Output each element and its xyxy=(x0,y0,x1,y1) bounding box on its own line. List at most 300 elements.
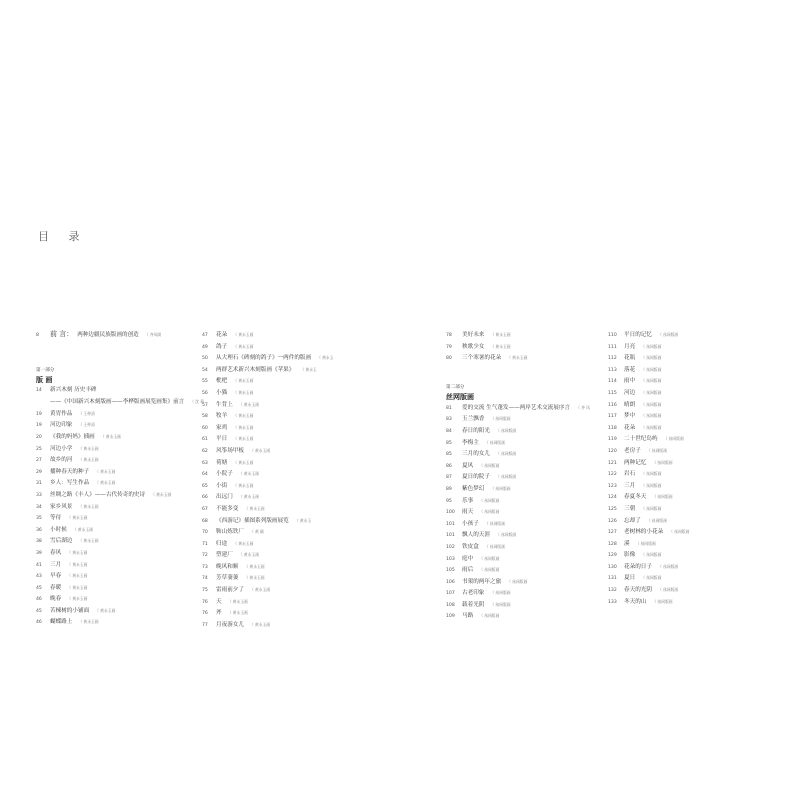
toc-entry[interactable] xyxy=(202,515,352,527)
page-number: 73 xyxy=(202,564,208,570)
page-number: 61 xyxy=(202,437,208,443)
toc-entry-preface[interactable] xyxy=(36,329,196,341)
toc-entry[interactable] xyxy=(36,582,196,594)
page-number: 33 xyxy=(36,492,42,498)
toc-entry[interactable] xyxy=(202,410,352,422)
entry-title: 载着光阴 xyxy=(462,601,485,608)
page-number: 118 xyxy=(608,425,617,431)
entry-title: 梦中 xyxy=(624,413,636,420)
toc-entry[interactable] xyxy=(36,605,196,617)
toc-entry[interactable] xyxy=(36,616,196,628)
toc-entry[interactable] xyxy=(202,445,352,457)
toc-entry[interactable] xyxy=(202,433,352,445)
toc-entry[interactable] xyxy=(202,561,352,573)
entry-title: 风筝场甲板 xyxy=(216,447,244,454)
page-number: 20 xyxy=(36,434,42,440)
entry-title: 牧羊 xyxy=(216,413,228,420)
entry-title: 三朝 xyxy=(624,505,636,512)
page-number: 49 xyxy=(202,344,208,350)
page-number: 34 xyxy=(36,504,42,510)
entry-author: （ 丝网版画 xyxy=(641,482,662,488)
page-number: 71 xyxy=(202,541,208,547)
toc-entry[interactable] xyxy=(202,619,352,631)
entry-author: （ 丝网版画 xyxy=(641,401,662,407)
entry-author: （ 黄永玉画 xyxy=(233,540,254,546)
entry-author: （ 丝网版画 xyxy=(641,424,662,430)
page-number: 121 xyxy=(608,460,617,466)
toc-entry[interactable] xyxy=(608,572,758,584)
entry-title: 斧 xyxy=(216,610,222,617)
entry-title: 夏日的院子 xyxy=(462,474,490,481)
toc-entry[interactable] xyxy=(608,596,758,608)
page-number: 75 xyxy=(202,588,208,594)
entry-title: 三月 xyxy=(50,561,62,568)
entry-title: 故乡的河 xyxy=(50,457,73,464)
entry-title: 庭中 xyxy=(462,555,474,562)
toc-entry[interactable] xyxy=(446,460,596,472)
toc-entry[interactable] xyxy=(446,506,596,518)
page-number: 119 xyxy=(608,437,617,443)
entry-author: （ 黄永玉画 xyxy=(490,332,511,337)
toc-entry[interactable] xyxy=(608,433,758,445)
entry-author: （ 丝网版画 xyxy=(641,413,662,419)
entry-title: 鸽子 xyxy=(216,343,228,350)
entry-title: 晚春 xyxy=(50,596,62,603)
entry-title: 芳草萋萋 xyxy=(216,575,239,582)
page-number: 101 xyxy=(446,521,455,527)
toc-entry[interactable] xyxy=(446,413,596,425)
entry-title: 紫色梦幻 xyxy=(462,485,485,492)
entry-author: （ 黄永玉画 xyxy=(227,598,248,604)
entry-title: 古老印象 xyxy=(462,590,485,597)
entry-author: （ 丝网版画 xyxy=(652,494,673,500)
entry-author: （ 黄永玉画 xyxy=(67,596,88,602)
entry-author: （ 丝网版画 xyxy=(652,459,673,465)
toc-entry[interactable] xyxy=(202,549,352,561)
toc-entry[interactable] xyxy=(202,480,352,492)
entry-title: 枇杷 xyxy=(216,378,228,385)
toc-entry[interactable] xyxy=(608,480,758,492)
entry-author: （ 王仲清 xyxy=(78,410,95,416)
page-number: 85 xyxy=(446,452,452,458)
toc-entry[interactable] xyxy=(36,489,196,501)
entry-author: （ 齐 凤 xyxy=(576,404,590,410)
toc-entry[interactable] xyxy=(446,448,596,460)
page-number: 83 xyxy=(446,417,452,423)
toc-list xyxy=(446,402,596,622)
toc-entry[interactable] xyxy=(608,584,758,596)
toc-entry[interactable] xyxy=(608,387,758,399)
entry-title: 雨天 xyxy=(462,509,474,516)
entry-title: 三月的女儿 xyxy=(462,451,490,458)
toc-entry[interactable] xyxy=(36,570,196,582)
page-number: 115 xyxy=(608,390,617,396)
entry-title: 花朵 xyxy=(624,424,636,431)
entry-author: （ 黄永玉画 xyxy=(233,378,254,384)
toc-entry[interactable] xyxy=(608,410,758,422)
entry-title: 三月 xyxy=(624,482,636,489)
toc-entry[interactable] xyxy=(202,457,352,469)
entry-author: （ 黄永玉画 xyxy=(78,445,99,451)
page-number: 127 xyxy=(608,530,617,536)
entry-author: （ 丝网版画 xyxy=(657,587,679,593)
page-number: 130 xyxy=(608,564,617,570)
entry-author: （ 丝网版画 xyxy=(484,439,505,445)
page-number: 65 xyxy=(202,483,208,489)
toc-entry[interactable] xyxy=(202,422,352,434)
toc-entry[interactable] xyxy=(36,512,196,524)
toc-entry[interactable] xyxy=(446,529,596,541)
toc-entry[interactable] xyxy=(202,364,352,376)
toc-entry[interactable] xyxy=(36,524,196,536)
entry-title: 家乡风景 xyxy=(50,503,73,510)
entry-author: （ 丝网版画 xyxy=(490,416,511,422)
toc-entry[interactable] xyxy=(446,402,596,414)
page-number: 45 xyxy=(36,608,42,614)
entry-author: （ 丝网版画 xyxy=(495,532,517,538)
entry-title: 河边 xyxy=(624,389,636,396)
page-number: 68 xyxy=(202,518,208,524)
page-number: 132 xyxy=(608,588,617,594)
entry-author: （ 丝网版画 xyxy=(663,436,684,442)
page-number: 41 xyxy=(36,562,42,568)
page-number: 70 xyxy=(202,530,208,536)
toc-entry[interactable] xyxy=(446,564,596,576)
toc-entry[interactable] xyxy=(608,422,758,434)
entry-author: （ 丝网版画 xyxy=(641,343,662,349)
entry-title: 平日 xyxy=(216,436,228,443)
toc-entry[interactable] xyxy=(446,599,596,611)
page-number: 14 xyxy=(36,387,42,393)
entry-title: 春风 xyxy=(50,549,62,556)
page-title: 目 录 xyxy=(38,230,88,243)
page-number: 72 xyxy=(202,553,208,559)
page-number: 63 xyxy=(202,460,208,466)
entry-author: （ 丝网版画 xyxy=(657,563,679,569)
page-number: 100 xyxy=(446,510,455,516)
entry-author: （ 丝网版画 xyxy=(507,578,528,584)
entry-author: （ 黄永玉画 xyxy=(490,343,511,349)
page-number: 110 xyxy=(608,333,617,338)
toc-entry[interactable] xyxy=(36,443,196,455)
toc-entry[interactable] xyxy=(446,541,596,553)
page-number: 117 xyxy=(608,414,617,420)
entry-author: （ 黄永玉画 xyxy=(67,584,88,590)
entry-title: 爱的交流 生气蓬发——两岸艺术交流展序言 xyxy=(462,404,571,411)
entry-author: （ 丝网版画 xyxy=(490,485,511,491)
toc-entry[interactable] xyxy=(446,587,596,599)
page-number: 38 xyxy=(36,539,42,545)
toc-entry[interactable] xyxy=(446,553,596,565)
entry-author: （ 黄永玉画 xyxy=(100,433,121,439)
entry-title: 牛背上 xyxy=(216,401,233,408)
entry-author: （ 丝网版画 xyxy=(652,598,673,604)
entry-title: 春暖 xyxy=(50,584,62,591)
entry-title: 小街 xyxy=(216,482,228,489)
entry-title: 小孩子 xyxy=(462,520,479,527)
entry-title: 美好未来 xyxy=(462,332,485,338)
section-label: 第一部分 xyxy=(36,367,55,373)
page-number: 29 xyxy=(36,469,42,475)
entry-author: （ 丝网版画 xyxy=(479,462,500,468)
entry-title: 花朵 xyxy=(216,332,228,338)
page-number: 50 xyxy=(202,356,208,362)
page-number: 19 xyxy=(36,423,42,429)
toc-entry[interactable] xyxy=(608,526,758,538)
entry-author: （ 黄永玉画 xyxy=(244,575,265,581)
page-number: 62 xyxy=(202,448,208,454)
toc-entry[interactable] xyxy=(608,503,758,515)
toc-entry[interactable] xyxy=(608,364,758,376)
page-number: 126 xyxy=(608,518,617,524)
entry-author: （ 黄永玉画 xyxy=(249,621,271,627)
page-number: 43 xyxy=(36,574,42,580)
entry-author: （ 丝网版画 xyxy=(490,590,511,596)
toc-entry[interactable] xyxy=(608,491,758,503)
entry-title: 播种春天的种子 xyxy=(50,468,90,475)
entry-title: 乡人：写生作品 xyxy=(50,480,90,487)
toc-entry[interactable] xyxy=(36,477,196,489)
entry-title: 春日的阳光 xyxy=(462,427,490,434)
entry-author: （ 丝网版画 xyxy=(495,451,517,457)
entry-title: 新兴木刻 历史丰碑 xyxy=(50,386,97,393)
entry-title: 晚风和顺 xyxy=(216,563,239,570)
page-number: 116 xyxy=(608,402,617,408)
entry-title: 老房子 xyxy=(624,447,641,454)
entry-title: 荷塘 xyxy=(216,459,228,466)
toc-entry[interactable] xyxy=(608,352,758,364)
toc-entry[interactable] xyxy=(202,387,352,399)
entry-title: 月夜游女儿 xyxy=(216,621,244,628)
page-number: 64 xyxy=(202,472,208,478)
entry-title: 岩石 xyxy=(624,471,636,478)
toc-entry[interactable] xyxy=(202,584,352,596)
section-title: 版 画 xyxy=(36,374,53,384)
section-label: 第二部分 xyxy=(446,384,465,390)
page-number: 78 xyxy=(446,333,452,338)
toc-entry[interactable] xyxy=(202,341,352,353)
entry-title: 马路 xyxy=(462,613,474,620)
toc-entry[interactable] xyxy=(608,341,758,353)
entry-author: （ 黄永玉画 xyxy=(78,457,99,463)
entry-title: 等待 xyxy=(50,515,62,522)
page-number: 89 xyxy=(446,486,452,492)
toc-entry[interactable] xyxy=(202,572,352,584)
entry-author: （ 丝网版画 xyxy=(479,567,500,573)
entry-author: （ 黄永玉画 xyxy=(233,332,254,337)
entry-title: 两种记忆 xyxy=(624,459,647,466)
toc-entry[interactable] xyxy=(36,431,196,443)
toc-entry[interactable] xyxy=(446,341,596,353)
entry-author: （ 丝网版画 xyxy=(484,543,505,549)
entry-author: （ 黄永玉画 xyxy=(238,494,259,500)
entry-title: 溪 xyxy=(624,540,630,547)
entry-author: （ 丝网版画 xyxy=(490,601,511,607)
toc-list xyxy=(202,329,352,630)
toc-entry[interactable] xyxy=(446,329,596,341)
page-number: 122 xyxy=(608,472,617,478)
page-number: 80 xyxy=(446,356,452,362)
section-title: 丝网版画 xyxy=(446,391,474,401)
toc-entry[interactable] xyxy=(446,518,596,530)
entry-author: （ 黄永玉画 xyxy=(78,503,99,509)
page-number: 67 xyxy=(202,506,208,512)
page-number: 8 xyxy=(36,333,39,338)
toc-entry[interactable] xyxy=(202,526,352,538)
entry-author: （ 黄永玉画 xyxy=(238,401,259,407)
toc-entry[interactable] xyxy=(202,607,352,619)
toc-column-3 xyxy=(446,329,596,622)
toc-entry[interactable] xyxy=(608,375,758,387)
entry-author: （ 丝网版画 xyxy=(641,471,662,477)
page-number: 60 xyxy=(202,425,208,431)
toc-entry[interactable] xyxy=(36,559,196,571)
entry-author: （ 黄永玉画 xyxy=(95,480,116,486)
toc-entry[interactable] xyxy=(608,399,758,411)
entry-author: （ 黄永玉画 xyxy=(249,587,271,593)
toc-entry[interactable] xyxy=(608,561,758,573)
toc-entry[interactable] xyxy=(446,495,596,507)
entry-title: 春夏冬天 xyxy=(624,494,647,501)
page-number: 31 xyxy=(36,481,42,487)
page-number: 95 xyxy=(446,498,452,504)
toc-entry[interactable] xyxy=(36,466,196,478)
toc-entry[interactable] xyxy=(608,329,758,341)
entry-title: 雷雨前夕了 xyxy=(216,587,244,594)
entry-author: （ 黄永玉画 xyxy=(78,538,99,544)
entry-author: （ 丝网版画 xyxy=(669,529,690,535)
page-number: 87 xyxy=(446,475,452,481)
toc-entry[interactable] xyxy=(608,468,758,480)
page-number: 84 xyxy=(446,428,452,434)
page-number: 66 xyxy=(202,495,208,501)
page-number: 129 xyxy=(608,553,617,559)
toc-entry[interactable] xyxy=(202,329,352,341)
entry-author: （ 黄永玉画 xyxy=(67,573,88,579)
toc-entry[interactable] xyxy=(202,538,352,550)
page-number: 102 xyxy=(446,544,455,550)
page-number: 86 xyxy=(446,463,452,469)
toc-entry[interactable] xyxy=(36,419,196,431)
toc-entry[interactable] xyxy=(446,425,596,437)
entry-title: 夏风 xyxy=(462,462,474,469)
page-number: 101 xyxy=(446,533,455,539)
page-number: 124 xyxy=(608,495,617,501)
toc-entry[interactable] xyxy=(446,471,596,483)
page-number: 131 xyxy=(608,576,617,582)
entry-title: 花瓶 xyxy=(624,355,636,362)
toc-entry[interactable] xyxy=(36,547,196,559)
entry-title: 书架的两年之旅 xyxy=(462,578,502,585)
entry-title: 前 言： 两种边疆民族版画的创造 xyxy=(50,330,139,338)
toc-entry[interactable] xyxy=(36,501,196,513)
toc-entry[interactable] xyxy=(608,549,758,561)
page-number: 56 xyxy=(202,390,208,396)
page-number: 108 xyxy=(446,602,455,608)
toc-entry[interactable] xyxy=(446,576,596,588)
entry-title: 落花 xyxy=(624,366,636,373)
entry-title: 小院子 xyxy=(216,471,233,478)
toc-entry[interactable] xyxy=(446,352,596,364)
toc-entry[interactable] xyxy=(36,593,196,605)
preface-label: 前 言： xyxy=(50,330,74,338)
entry-title: 苦楝树的小铺面 xyxy=(50,607,90,614)
entry-author: （ 沈 莉 xyxy=(190,399,205,405)
page-number: 76 xyxy=(202,599,208,605)
entry-author: （ 黄永玉画 xyxy=(151,491,172,497)
entry-title: 冬天的山 xyxy=(624,598,647,605)
toc-entry[interactable] xyxy=(202,596,352,608)
toc-entry[interactable] xyxy=(608,457,758,469)
page-number: 123 xyxy=(608,483,617,489)
entry-author: （ 黄永玉画 xyxy=(233,343,254,349)
toc-entry[interactable] xyxy=(202,375,352,387)
entry-title: 雨后 xyxy=(462,567,474,574)
entry-author: （ 黄永玉画 xyxy=(238,552,259,558)
toc-entry[interactable] xyxy=(202,491,352,503)
page-number: 25 xyxy=(36,446,42,452)
toc-entry[interactable] xyxy=(202,352,352,364)
toc-entry[interactable] xyxy=(608,538,758,550)
entry-author: （ 丝网版画 xyxy=(641,552,662,558)
entry-title: 家鸡 xyxy=(216,424,228,431)
toc-entry[interactable] xyxy=(36,408,196,420)
page-number: 105 xyxy=(446,568,455,574)
toc-entry[interactable] xyxy=(202,503,352,515)
entry-title: 归途 xyxy=(216,540,228,547)
page-number: 125 xyxy=(608,506,617,512)
entry-title: 河边小学 xyxy=(50,445,73,452)
page-number: 103 xyxy=(446,556,455,562)
entry-author: （ 黄永玉画 xyxy=(233,482,254,488)
page-number: 54 xyxy=(202,367,208,373)
page-number: 106 xyxy=(446,579,455,585)
toc-entry[interactable] xyxy=(446,483,596,495)
entry-author: （ 丝网版画 xyxy=(641,389,662,395)
entry-author: （ 丝网版画 xyxy=(479,555,500,561)
entry-title: 飘人的天涯 xyxy=(462,532,490,539)
page-number: 55 xyxy=(202,379,208,385)
entry-title: 二十世纪岛屿 xyxy=(624,436,658,443)
entry-title: 月亮 xyxy=(624,343,636,350)
toc-entry[interactable] xyxy=(446,610,596,622)
entry-title: 雨中 xyxy=(624,378,636,385)
toc-entry[interactable] xyxy=(202,399,352,411)
entry-author: （ 黄永玉画 xyxy=(507,355,528,361)
entry-title: 《我的妈妈》插画 xyxy=(50,433,95,440)
entry-author: （ 黄永玉画 xyxy=(233,413,254,419)
toc-entry[interactable] xyxy=(36,535,196,547)
toc-entry[interactable] xyxy=(202,468,352,480)
toc-list xyxy=(608,329,758,607)
toc-entry[interactable] xyxy=(36,454,196,466)
entry-author: （ 黄永玉画 xyxy=(95,468,116,474)
page-number: 112 xyxy=(608,356,617,362)
page-number: 46 xyxy=(36,620,42,626)
entry-author: （ 丝网版画 xyxy=(641,378,662,384)
entry-author: （ 黄永玉画 xyxy=(244,563,265,569)
entry-title: 雪后湖边 xyxy=(50,538,73,545)
toc-entry[interactable] xyxy=(608,515,758,527)
entry-author: （ 黄永玉画 xyxy=(233,389,254,395)
toc-entry[interactable] xyxy=(608,445,758,457)
page-number: 76 xyxy=(202,611,208,617)
entry-title: 天 xyxy=(216,598,222,605)
toc-entry[interactable] xyxy=(446,437,596,449)
entry-title: 花朵的日子 xyxy=(624,563,652,570)
toc-entry[interactable] xyxy=(36,385,196,397)
page-number: 81 xyxy=(446,405,452,411)
